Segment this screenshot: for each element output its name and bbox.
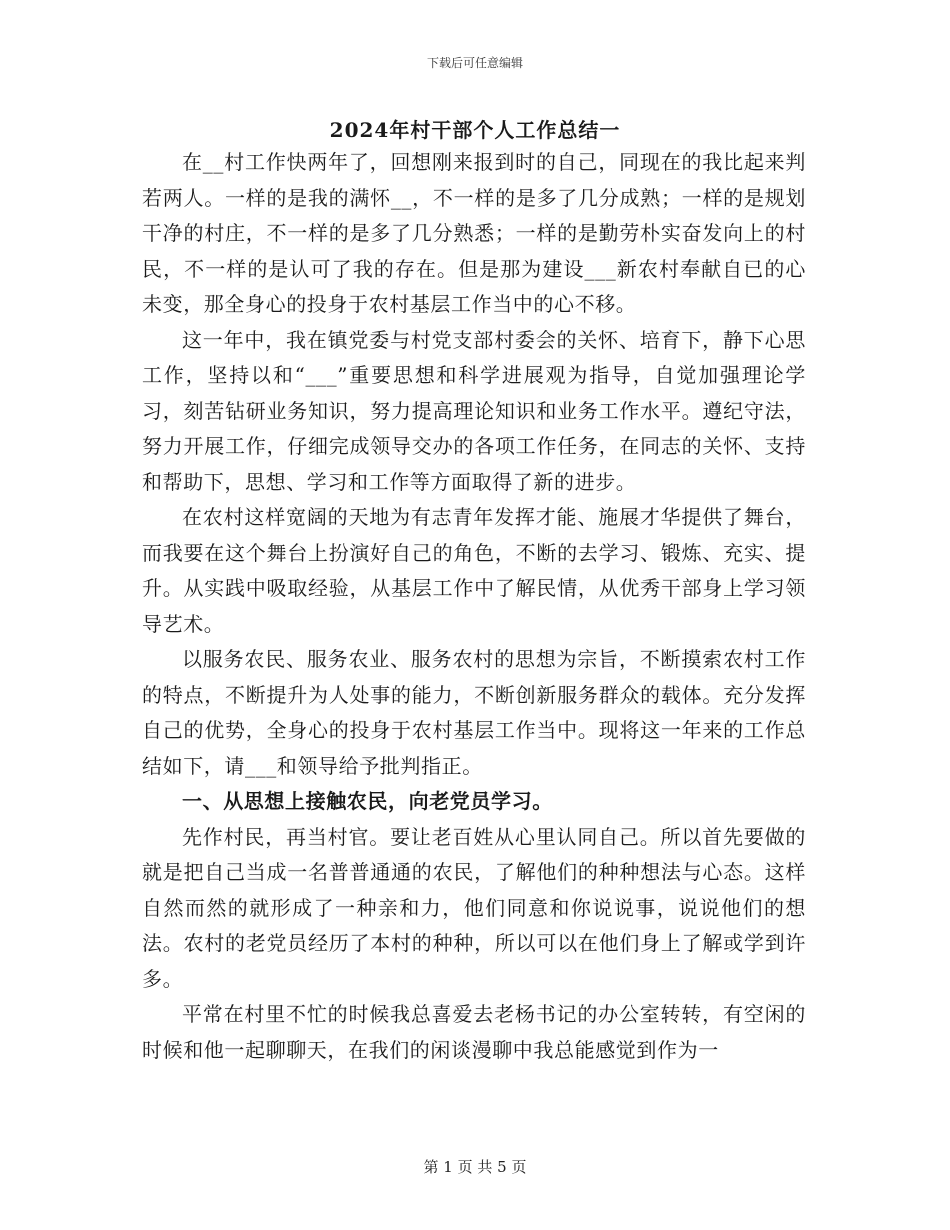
paragraph: 这一年中，我在镇党委与村党支部村委会的关怀、培育下，静下心思工作，坚持以和“___”重要思想和科学进展观为指导，自觉加强理论学习，刻苦钻研业务知识，努力提高理论知识和业务工作水平。遵纪守法，努力开展工作，仔细完成领导交办的各项工作任务，在同志的关怀、支持和帮助下，思想、学习和工作等方面取得了新的进步。 xyxy=(142,327,806,494)
section-heading: 一、从思想上接触农民，向老党员学习。 xyxy=(182,789,553,813)
header-note: 下载后可任意编辑 xyxy=(426,56,523,70)
paragraph: 平常在村里不忙的时候我总喜爱去老杨书记的办公室转转，有空闲的时候和他一起聊聊天，在我们的闲谈漫聊中我总能感觉到作为一 xyxy=(142,1002,806,1062)
document-body xyxy=(142,145,806,1068)
paragraph: 先作村民，再当村官。要让老百姓从心里认同自己。所以首先要做的就是把自己当成一名普普通通的农民，了解他们的种种想法与心态。这样自然而然的就形成了一种亲和力，他们同意和你说说事，说说他们的想法。农村的老党员经历了本村的种种，所以可以在他们身上了解或学到许多。 xyxy=(142,824,806,991)
paragraph: 在农村这样宽阔的天地为有志青年发挥才能、施展才华提供了舞台，而我要在这个舞台上扮演好自己的角色，不断的去学习、锻炼、充实、提升。从实践中吸取经验，从基层工作中了解民情，从优秀干部身上学习领导艺术。 xyxy=(142,505,806,636)
document-title: 2024年村干部个人工作总结一 xyxy=(329,118,621,142)
paragraph: 在__村工作快两年了，回想刚来报到时的自己，同现在的我比起来判若两人。一样的是我的满怀__，不一样的是多了几分成熟；一样的是规划干净的村庄，不一样的是多了几分熟悉；一样的是勤劳朴实奋发向上的村民，不一样的是认可了我的存在。但是那为建设___新农村奉献自已的心未变，那全身心的投身于农村基层工作当中的心不移。 xyxy=(142,150,806,316)
paragraph: 以服务农民、服务农业、服务农村的思想为宗旨，不断摸索农村工作的特点，不断提升为人处事的能力，不断创新服务群众的载体。充分发挥自己的优势，全身心的投身于农村基层工作当中。现将这一年来的工作总结如下，请___和领导给予批判指正。 xyxy=(142,647,806,778)
page-footer: 第 1 页 共 5 页 xyxy=(423,1158,527,1176)
